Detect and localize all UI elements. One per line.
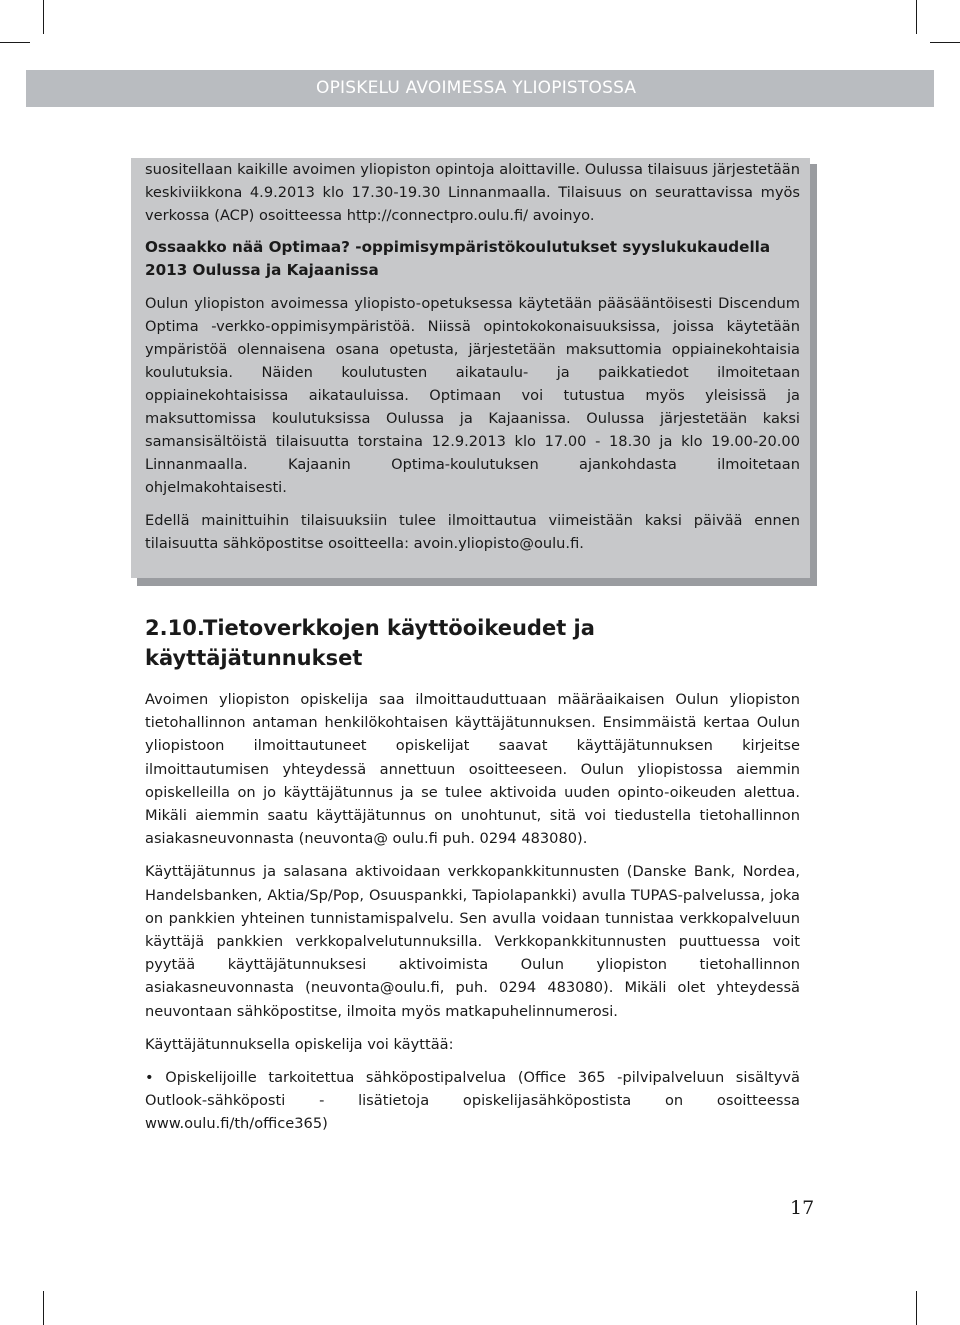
header-title: OPISKELU AVOIMESSA YLIOPISTOSSA — [316, 78, 637, 98]
crop-mark-bottom-left — [43, 1291, 44, 1325]
crop-mark-top-right — [916, 0, 917, 34]
section-title: Tietoverkkojen käyttöoikeudet ja käyttäjätunnukset — [145, 616, 595, 670]
page-number: 17 — [790, 1197, 815, 1219]
crop-mark-top-left-h — [0, 42, 30, 43]
crop-mark-top-left — [43, 0, 44, 34]
section-heading — [145, 613, 805, 673]
section-paragraph-3: Käyttäjätunnuksella opiskelija voi käyttää: — [145, 1035, 454, 1053]
info-box-intro: suositellaan kaikille avoimen yliopiston opintoja aloittaville. Oulussa tilaisuus järjestetään keskiviikkona 4.9.2013 klo 17.30-19.30 Linnanmaalla. Tilaisuus on seurattavissa myös verkossa (ACP) osoitteessa http://connectpro.oulu.fi/ avoinyo. — [145, 161, 800, 224]
section-paragraph-2: Käyttäjätunnus ja salasana aktivoidaan verkkopankkitunnusten (Danske Bank, Nordea, Handelsbanken, Aktia/Sp/Pop, Osuuspankki, Tapiolapankki) avulla TUPAS-palvelussa, joka on pankkien yhteinen tunnistamispalvelu. Sen avulla voidaan tunnistaa verkkopalveluun käyttäjä pankkien verkkopalvelutunnuksilla. Verkkopankkitunnusten puuttuessa voit pyytää käyttäjätunnuksesi aktivoimista Oulun yliopiston tietohallinnon asiakasneuvonnasta (neuvonta@oulu.fi, puh. 0294 483080). Mikäli olet yhteydessä neuvontaan sähköpostitse, ilmoita myös matkapuhelinnumerosi. — [145, 863, 800, 1020]
crop-mark-bottom-right — [916, 1291, 917, 1325]
header-band — [26, 70, 934, 107]
section-paragraph-1: Avoimen yliopiston opiskelija saa ilmoittauduttuaan määräaikaisen Oulun yliopiston tietohallinnon antaman henkilökohtaisen käyttäjätunnuksen. Ensimmäistä kertaa Oulun yliopistoon ilmoittautuneet opiskelijat saavat käyttäjätunnuksen kirjeitse ilmoittautumisen yhteydessä annettuun osoitteeseen. Oulun yliopistossa aiemmin opiskelleilla on jo käyttäjätunnus ja se tulee aktivoida uuden opinto-oikeuden alettua. Mikäli aiemmin saatu käyttäjätunnus on unohtunut, sitä voi tiedustella tietohallinnon asiakasneuvonnasta (neuvonta@ oulu.fi puh. 0294 483080). — [145, 691, 800, 848]
crop-mark-top-right-h — [930, 42, 960, 43]
info-box-heading: Ossaakko nää Optimaa? -oppimisympäristökoulutukset syyslukukaudella 2013 Oulussa ja Kajaanissa — [145, 238, 771, 279]
info-box-paragraph-1: Oulun yliopiston avoimessa yliopisto-opetuksessa käytetään pääsääntöisesti Discendum Optima -verkko-oppimisympäristöä. Niissä opintokokonaisuuksissa, joissa käytetään ympäristöä olennaisena osana opetusta, järjestetään maksuttomia oppiainekohtaisia koulutuksia. Näiden koulutusten aikataulu- ja paikkatiedot ilmoitetaan oppiainekohtaisissa aikatauluissa. Optimaan voi tutustua myös yleisissä ja maksuttomissa koulutuksissa Oulussa ja Kajaanissa. Oulussa järjestetään kaksi samansisältöistä tilaisuutta torstaina 12.9.2013 klo 17.00 - 18.30 ja klo 19.00-20.00 Linnanmaalla. Kajaanin Optima-koulutuksen ajankohdasta ilmoitetaan ohjelmakohtaisesti. — [145, 295, 800, 496]
bullet-list-item: • Opiskelijoille tarkoitettua sähköpostipalvelua (Office 365 -pilvipalveluun sisältyvä Outlook-sähköposti - lisätietoja opiskelijasähköpostista on osoitteessa www.oulu.fi/th/office365) — [145, 1069, 800, 1133]
info-box-paragraph-2: Edellä mainittuihin tilaisuuksiin tulee ilmoittautua viimeistään kaksi päivää ennen tilaisuutta sähköpostitse osoitteella: avoin.yliopisto@oulu.fi. — [145, 512, 800, 552]
info-box-text — [145, 158, 800, 555]
section-body — [145, 688, 800, 1146]
section-number: 2.10. — [145, 616, 205, 640]
